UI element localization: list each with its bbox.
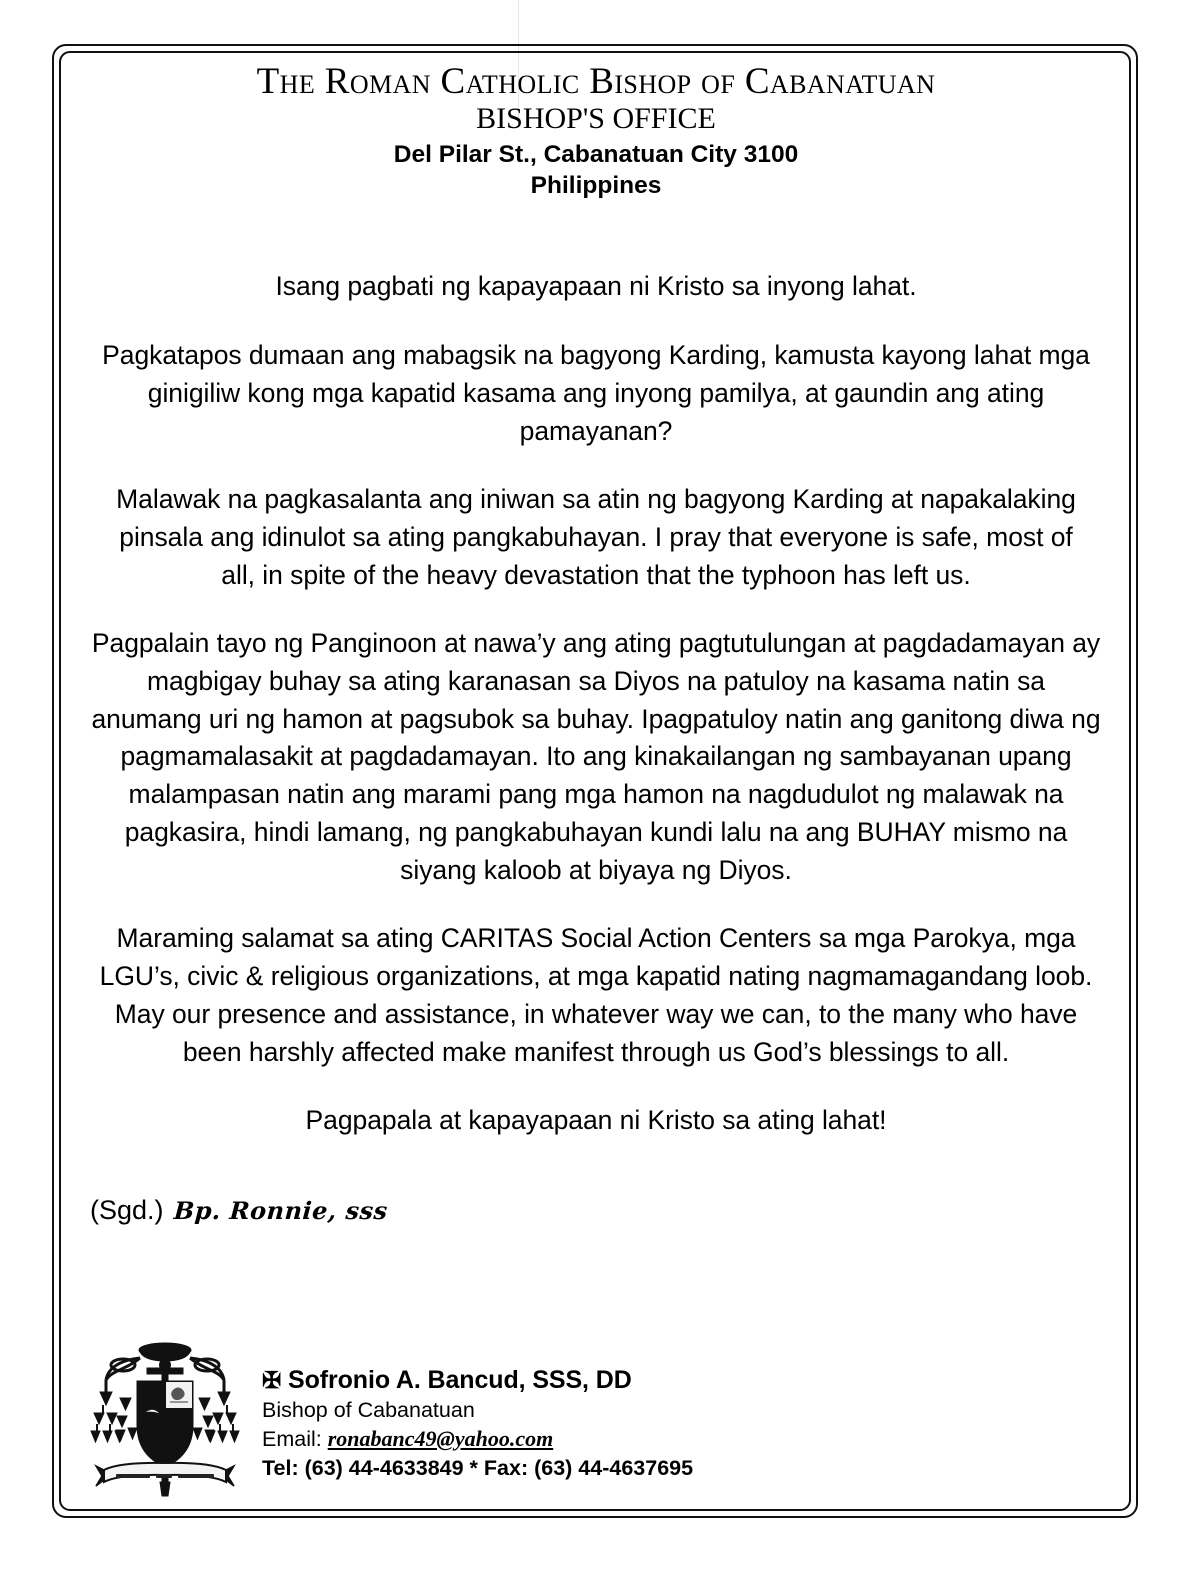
footer-bishop-name <box>262 1366 693 1396</box>
footer-email-address[interactable]: ronabanc49@yahoo.com <box>327 1425 554 1451</box>
footer-telephone-fax: Tel: (63) 44-4633849 * Fax: (63) 44-4637695 <box>262 1455 694 1480</box>
signature-line <box>90 1195 1102 1226</box>
maltese-cross-icon: ✠ <box>262 1367 282 1393</box>
letterhead-office: BISHOP'S OFFICE <box>476 102 716 136</box>
footer-text-block <box>262 1338 693 1482</box>
signed-label: (Sgd.) <box>90 1195 164 1226</box>
letter-content <box>90 62 1102 1226</box>
body-paragraph-4: Pagpalain tayo ng Panginoon at nawa’y ang ating pagtutulungan at pagdadamayan ay magbigay buhay sa ating karanasan sa Diyos na patuloy na kasama natin sa anumang uri ng hamon at pagsubok sa buhay. Ipagpatuloy natin ang ganitong diwa ng pagmamalasakit at pagdadamayan. Ito ang kinakailangan ng sambayanan upang malampasan natin ang marami pang mga hamon na nagdudulot ng malawak na pagkasira, hindi lamang, ng pangkabuhayan kundi lalu na ang BUHAY mismo na siyang kaloob at biyaya ng Diyos. <box>91 627 1101 886</box>
footer-bishop-role: Bishop of Cabanatuan <box>262 1397 475 1422</box>
footer-email-row <box>262 1425 693 1453</box>
letter-body <box>90 268 1102 1140</box>
footer-email-label: Email: <box>262 1426 322 1451</box>
letterhead-title: The Roman Catholic Bishop of Cabanatuan <box>256 61 936 102</box>
coat-of-arms-icon <box>90 1338 240 1508</box>
body-paragraph-5: Maraming salamat sa ating CARITAS Social Action Centers sa mga Parokya, mga LGU’s, civic & religious organizations, at mga kapatid nating nagmamagandang loob. May our presence and assistance, in whatever way we can, to the many who have been harshly affected make manifest through us God’s blessings to all. <box>99 923 1093 1067</box>
body-paragraph-greeting: Isang pagbati ng kapayapaan ni Kristo sa inyong lahat. <box>275 270 917 301</box>
letterhead-country: Philippines <box>530 172 662 200</box>
body-paragraph-2: Pagkatapos dumaan ang mabagsik na bagyong Karding, kamusta kayong lahat mga ginigiliw kong mga kapatid kasama ang inyong pamilya, at gaundin ang ating pamayanan? <box>102 340 1090 447</box>
footer-name-text: Sofronio A. Bancud, SSS, DD <box>288 1366 632 1394</box>
letter-footer <box>90 1338 1102 1508</box>
letterhead-address: Del Pilar St., Cabanatuan City 3100 <box>393 140 799 168</box>
signature-name: Bp. Ronnie, sss <box>172 1196 389 1226</box>
letterhead <box>90 62 1102 202</box>
body-paragraph-closing: Pagpapala at kapayapaan ni Kristo sa ating lahat! <box>305 1104 887 1135</box>
body-paragraph-3: Malawak na pagkasalanta ang iniwan sa atin ng bagyong Karding at napakalaking pinsala ang idinulot sa ating pangkabuhayan. I pray that everyone is safe, most of all, in spite of the heavy devastation that the typhoon has left us. <box>116 484 1076 590</box>
